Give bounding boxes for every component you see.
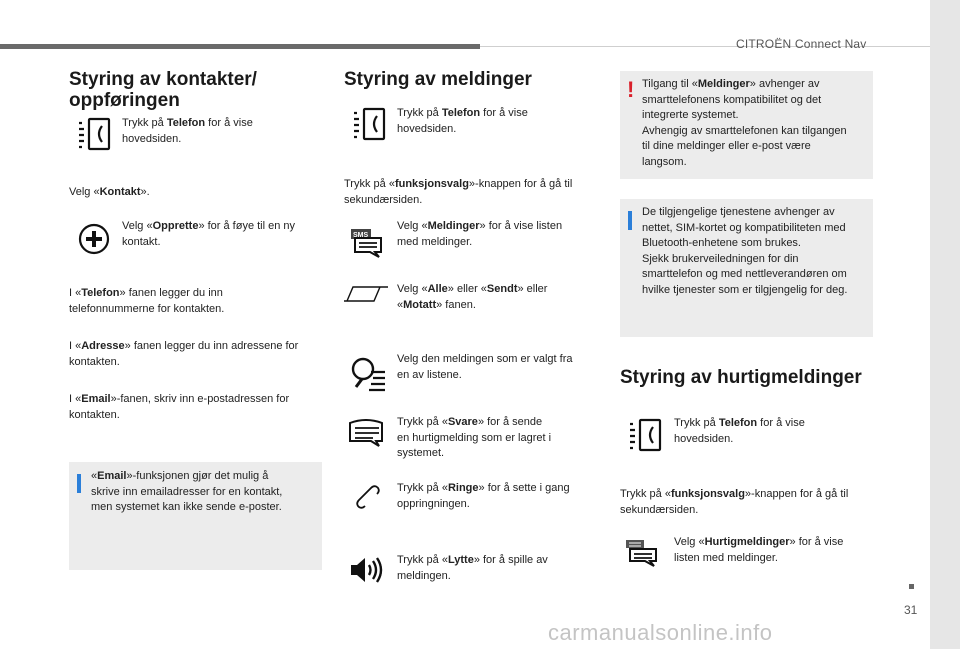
step-call: Trykk på «Ringe» for å sette i gang oppringningen. bbox=[397, 482, 570, 510]
tab-selector-icon bbox=[343, 285, 389, 303]
step-open-phone-msg: Trykk på Telefon for å vise hovedsiden. bbox=[397, 107, 528, 135]
speaker-icon bbox=[349, 556, 383, 584]
warning-box bbox=[620, 71, 873, 179]
reply-message-icon bbox=[348, 419, 386, 447]
info-box-email bbox=[69, 462, 322, 570]
warning-text: Tilgang til «Meldinger» avhenger av smarttelefonens kompatibilitet og det integrerte systemet. Avhengig av smarttelefonen kan tilgangen til dine meldinger eller e-post være langsom. bbox=[642, 78, 847, 168]
sms-message-icon bbox=[349, 224, 385, 258]
step-address-tab: I «Adresse» fanen legger du inn adressene for kontakten. bbox=[69, 340, 299, 368]
brand-label: CITROËN Connect Nav bbox=[736, 37, 867, 51]
phone-icon bbox=[352, 107, 386, 141]
step-reply: Trykk på «Svare» for å sende en hurtigmelding som er lagret i systemet. bbox=[397, 416, 552, 459]
step-function-button: Trykk på «funksjonsvalg»-knappen for å gå til sekundærsiden. bbox=[344, 178, 573, 206]
step-select-message: Velg den meldingen som er valgt fra en av listene. bbox=[397, 353, 573, 381]
step-phone-tab: I «Telefon» fanen legger du inn telefonnummerne for kontakten. bbox=[69, 287, 225, 315]
step-email-tab: I «Email»-fanen, skriv inn e-postadressen for kontakten. bbox=[69, 393, 290, 421]
info-text-services: De tilgjengelige tjenestene avhenger av nettet, SIM-kortet og kompatibiliteten med Bluetooth-enhetene som brukes. Sjekk brukerveiledningen for din smarttelefon og med nettleverandøren om hvilke tjenester som er tilgjengelig for deg. bbox=[642, 206, 848, 296]
step-select-contact: Velg «Kontakt». bbox=[69, 186, 150, 198]
page-margin-strip bbox=[930, 0, 960, 649]
svg-text:SMS: SMS bbox=[353, 232, 369, 239]
call-handset-icon bbox=[355, 484, 381, 510]
step-select-messages: Velg «Meldinger» for å vise listen med meldinger. bbox=[397, 220, 563, 248]
section-title-quick-messages: Styring av hurtigmeldinger bbox=[620, 367, 862, 388]
step-listen: Trykk på «Lytte» for å spille av meldingen. bbox=[397, 554, 548, 582]
step-open-phone: Trykk på Telefon for å vise hovedsiden. bbox=[122, 117, 253, 145]
info-icon bbox=[628, 211, 632, 230]
quick-message-icon bbox=[624, 537, 662, 569]
step-function-button-quick: Trykk på «funksjonsvalg»-knappen for å gå til sekundærsiden. bbox=[620, 488, 849, 516]
search-list-icon bbox=[349, 356, 387, 394]
step-open-phone-quick: Trykk på Telefon for å vise hovedsiden. bbox=[674, 417, 805, 445]
warning-icon: ! bbox=[627, 77, 635, 102]
phone-icon bbox=[628, 418, 662, 452]
continue-marker bbox=[909, 584, 914, 589]
add-circle-icon bbox=[78, 223, 110, 255]
header-bar bbox=[0, 44, 480, 49]
section-title-contacts: Styring av kontakter/ oppføringen bbox=[69, 69, 257, 111]
info-box-services bbox=[620, 199, 873, 337]
step-select-quick-messages: Velg «Hurtigmeldinger» for å vise listen med meldinger. bbox=[674, 536, 844, 564]
page-number: 31 bbox=[904, 603, 918, 617]
step-select-tab: Velg «Alle» eller «Sendt» eller «Motatt» fanen. bbox=[397, 283, 548, 311]
section-title-messages: Styring av meldinger bbox=[344, 69, 532, 90]
watermark: carmanualsonline.info bbox=[548, 620, 773, 645]
phone-icon bbox=[77, 117, 111, 151]
info-icon bbox=[77, 474, 81, 493]
info-text-email: «Email»-funksjonen gjør det mulig å skrive inn emailadresser for en kontakt, men systemet kan ikke sende e-poster. bbox=[91, 470, 283, 513]
step-create-contact: Velg «Opprette» for å føye til en ny kontakt. bbox=[122, 220, 296, 248]
